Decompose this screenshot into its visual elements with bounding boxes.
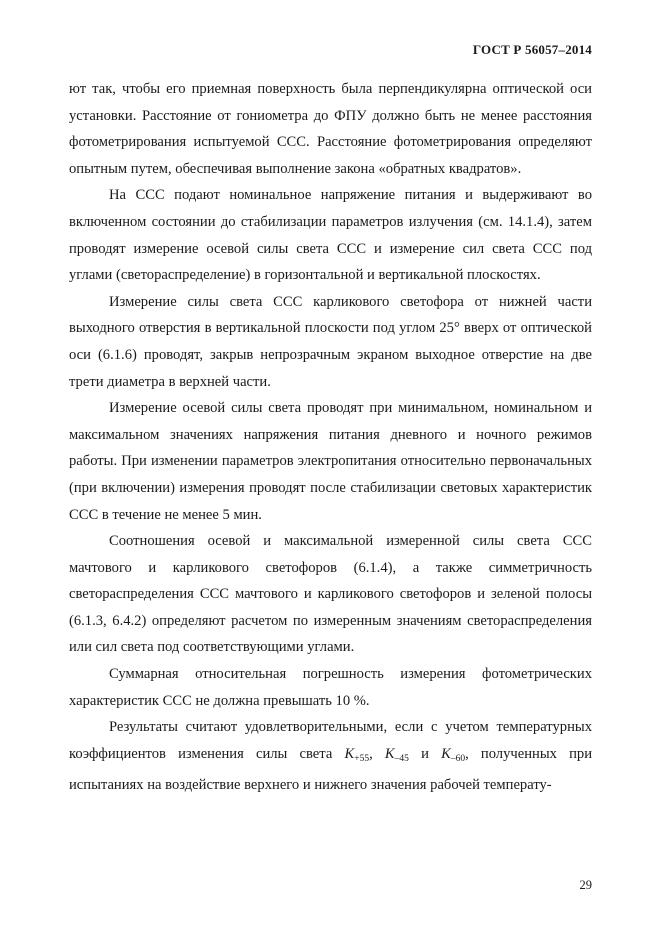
paragraph: На ССС подают номинальное напряжение питания и выдерживают во включенном состоянии до стабилизации параметров излучения (см. 14.1.4), затем проводят измерение осевой силы света ССС и измерение сил света ССС под углами (светораспределение) в горизонтальной и вертикальной плоскостях. [69,187,592,284]
coefficient-symbol: K [441,745,451,762]
coefficient-symbol: K [384,745,395,762]
document-body [69,76,592,799]
separator: и [408,745,442,762]
coefficient-subscript: +55 [354,753,370,764]
paragraph: Суммарная относительная погрешность измерения фотометрических характеристик ССС не должна превышать 10 %. [69,666,592,709]
coefficient-symbol: K [344,745,355,762]
separator: , [369,745,385,762]
paragraph: Соотношения осевой и максимальной измеренной силы света ССС мачтового и карликового светофоров (6.1.4), а также симметричность светораспределения ССС мачтового и карликового светофоров и зеленой полосы (6.1.3, 6.4.2) определяют расчетом по измеренным значениям светораспределения или сил света под соответствующими углами. [69,533,592,656]
paragraph-text: Результаты считают удовлетворительными, если с учетом температурных коэффициентов изменения силы света [69,719,592,762]
coefficient-subscript: –45 [394,753,409,764]
paragraph-text: , полученных при испытаниях на воздействие верхнего и нижнего значения рабочей температу- [69,745,593,794]
paragraph: ют так, чтобы его приемная поверхность была перпендикулярна оптической оси установки. Расстояние от гониометра до ФПУ должно быть не менее расстояния фотометрирования испытуемой ССС. Расстояние фотометрирования определяют опытным путем, обеспечивая выполнение закона «обратных квадратов». [69,81,592,177]
coefficient-subscript: –60 [450,753,466,764]
paragraph [69,714,592,799]
paragraph: Измерение силы света ССС карликового светофора от нижней части выходного отверстия в вертикальной плоскости под углом 25° вверх от оптической оси (6.1.6) проводят, закрыв непрозрачным экраном выходное отверстие на две трети диаметра в верхней части. [69,293,592,390]
paragraph: Измерение осевой силы света проводят при минимальном, номинальном и максимальном значениях напряжения питания дневного и ночного режимов работы. При изменении параметров электропитания относительно первоначальных (при включении) измерения проводят после стабилизации световых характеристик ССС в течение не менее 5 мин. [69,400,592,523]
page-number: 29 [579,878,592,892]
document-header: ГОСТ Р 56057–2014 [472,42,592,57]
